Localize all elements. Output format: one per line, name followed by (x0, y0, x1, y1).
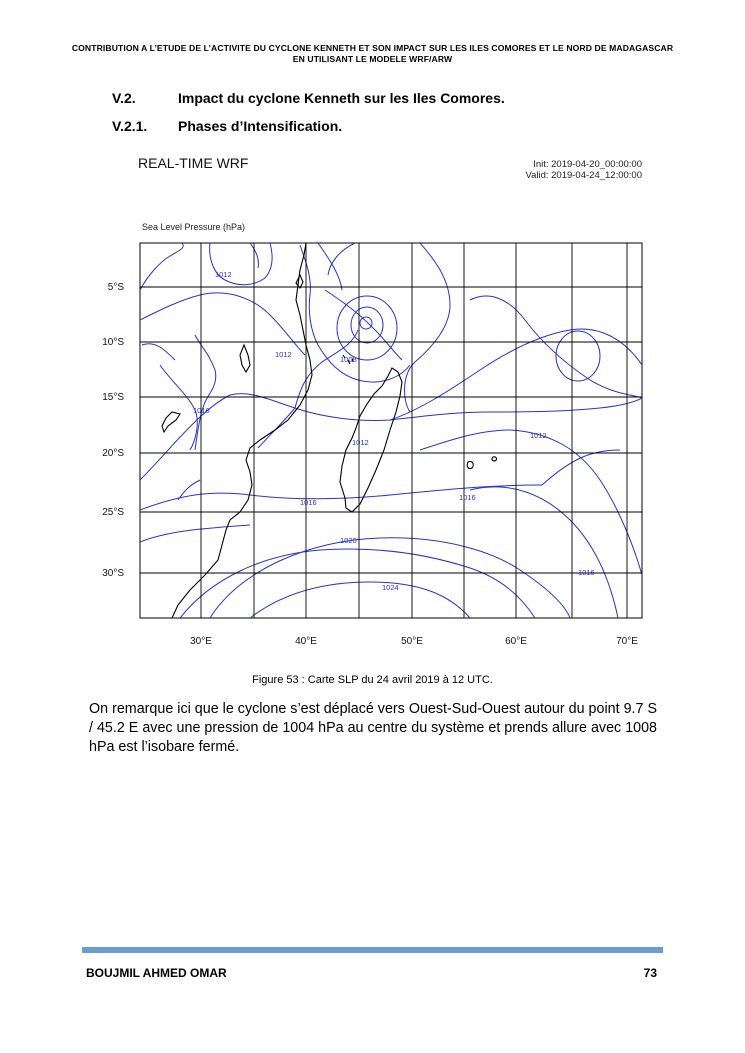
isobar-label: 1016 (193, 406, 210, 415)
body-paragraph: On remarque ici que le cyclone s’est déplacé vers Ouest-Sud-Ouest autour du point 9.7 S / 45.2 E avec une pression de 1004 hPa au centre du système et prends allure avec 1008 hPa est l’isobare fermé. (89, 701, 657, 755)
valid-time: Valid: 2019-04-24_12:00:00 (525, 170, 642, 181)
model-title: REAL-TIME WRF (138, 155, 249, 171)
section-title: Impact du cyclone Kenneth sur les Iles Comores. (178, 90, 505, 106)
lat-label: 25°S (102, 507, 124, 518)
field-label: Sea Level Pressure (hPa) (142, 222, 246, 232)
isobar-label: 1008 (340, 355, 357, 364)
isobar-label: 1012 (352, 438, 369, 447)
page-number: 73 (643, 966, 657, 980)
init-time: Init: 2019-04-20_00:00:00 (533, 159, 642, 170)
lat-label: 20°S (102, 448, 124, 459)
isobar-label: 1024 (382, 583, 399, 592)
lat-label: 15°S (102, 392, 124, 403)
lon-label: 50°E (401, 636, 423, 647)
lon-label: 60°E (505, 636, 527, 647)
isobar-label: 1012 (530, 431, 547, 440)
footer-rule (82, 947, 663, 953)
map-frame (140, 243, 642, 618)
longitude-labels (190, 636, 638, 647)
isobar-label: 1012 (215, 270, 232, 279)
lat-label: 5°S (107, 282, 124, 293)
subsection-title: Phases d’Intensification. (178, 118, 343, 134)
isobar-label: 1012 (275, 350, 292, 359)
running-header (60, 43, 685, 65)
lat-label: 30°S (102, 568, 124, 579)
isobar-label: 1020 (340, 536, 357, 545)
section-number: V.2. (112, 90, 136, 106)
isobar-label: 1016 (578, 568, 595, 577)
slp-map-figure (90, 150, 655, 655)
subsection-number: V.2.1. (112, 118, 148, 134)
isobar-label: 1016 (300, 498, 317, 507)
slp-map (90, 150, 655, 655)
footer-author: BOUJMIL AHMED OMAR (86, 966, 227, 980)
latitude-labels (102, 282, 124, 579)
lat-label: 10°S (102, 337, 124, 348)
running-header-line2: EN UTILISANT LE MODELE WRF/ARW (292, 54, 453, 64)
lon-label: 30°E (190, 636, 212, 647)
isobar-label: 1016 (459, 493, 476, 502)
lon-label: 70°E (616, 636, 638, 647)
running-header-line1: CONTRIBUTION A L’ETUDE DE L’ACTIVITE DU CYCLONE KENNETH ET SON IMPACT SUR LES ILES COMORES ET LE NORD DE MADAGASCAR (71, 43, 674, 53)
figure-caption: Figure 53 : Carte SLP du 24 avril 2019 à 12 UTC. (252, 674, 493, 686)
lon-label: 40°E (295, 636, 317, 647)
